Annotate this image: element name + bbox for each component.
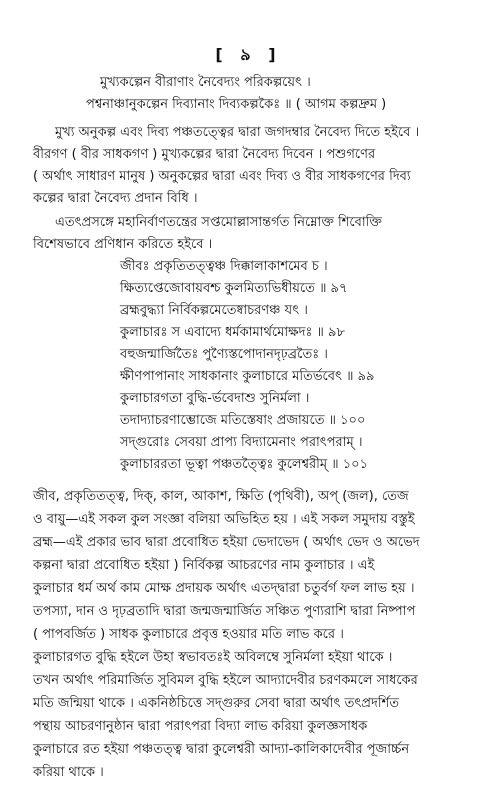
sanskrit-verse-line: কুলাচাররতা ভূত্বা পঞ্চতত্ত্বৈঃ কুলেশ্বরীম্ ॥ ১০১	[120, 457, 369, 472]
para3-line: কুলাচার ধর্ম অর্থ কাম মোক্ষ প্রদায়ক অর্থাৎ এতদ্দ্বারা চতুর্বর্গ ফল লাভ হয় ।	[33, 581, 415, 596]
para3-line: কুলাচারে রত হইয়া পঞ্চতত্ত্ব দ্বারা কুলেশ্বরী আদ্যা-কালিকাদেবীর পূজার্চ্চন	[33, 742, 410, 757]
para3-line: পন্থায় আচরণানুষ্ঠান দ্বারা পরাৎপরা বিদ্যা লাভ করিয়া কুলজ্ঞসাধক	[33, 719, 368, 734]
para3-line: কুলাচারগত বুদ্ধি হইলে উহা স্বভাবতঃই অবিলম্বে সুনির্মলা হইয়া থাকে ।	[33, 650, 393, 665]
para3-line: ও বায়ু—এই সকল কুল সংজ্ঞা বলিয়া অভিহিত হয় । এই সকল সমুদায় বস্তুই	[33, 512, 415, 527]
sanskrit-verse-line: কুলাচারগতা বুদ্ধি-র্ভবেদাশু সুনির্মলা ।	[120, 391, 310, 406]
para3-line: ( পাপবর্জিত ) সাধক কুলাচারে প্রবৃত্ত হওয়ার মতি লাভ করে ।	[33, 627, 344, 642]
para3-line: জীব, প্রকৃতিতত্ত্ব, দিক্, কাল, আকাশ, ক্ষিতি (পৃথিবী), অপ্ (জল), তেজ	[33, 489, 409, 504]
para2-line: বিশেষভাবে প্রণিধান করিতে হইবে ।	[33, 237, 213, 252]
sanskrit-verse-line: ক্ষিত্যপ্তেজোবায়বশ্চ কুলমিত্যভিধীয়তে ॥ ৯৭	[120, 281, 348, 296]
para1-line: কল্পের দ্বারা নৈবেদ্য প্রদান বিধি ।	[33, 191, 198, 206]
sanskrit-verse-line: কুলাচারঃ স এবাদ্যে ধর্মকামার্থমোক্ষদঃ ॥ ৯৮	[120, 325, 345, 340]
para3-line: তপস্যা, দান ও দৃঢ়ব্রতাদি দ্বারা জন্মজন্মার্জিত সঞ্চিত পুণ্যরাশি দ্বারা নিষ্পাপ	[33, 604, 416, 619]
para2-line: এতৎপ্রসঙ্গে মহানির্বাণতন্ত্রের সপ্তমোল্লাসান্তর্গত নিম্নোক্ত শিবোক্তি	[55, 215, 382, 230]
sanskrit-verse-line: ক্ষীণপাপানাং সাধকানাং কুলাচারে মতির্ভবেৎ ॥ ৯৯	[120, 369, 375, 384]
para3-line: তখন অর্থাৎ পরিমার্জিত সুবিমল বুদ্ধি হইলে আদ্যাদেবীর চরণকমলে সাধকের	[33, 673, 418, 688]
para1-line: বীরগণ ( বীর সাধকগণ ) মুখ্যকল্পের দ্বারা নৈবেদ্য দিবেন । পশুগণের	[33, 147, 376, 162]
page-number: [ ৯ ]	[215, 45, 282, 64]
para3-line: কল্পনা দ্বারা প্রবোধিত হইয়া ) নির্বিকল্প আচরণের নাম কুলাচার । এই	[33, 558, 375, 573]
para3-line: করিয়া থাকে ।	[33, 765, 104, 780]
sanskrit-verse-line: জীবঃ প্রকৃতিতত্ত্বঞ্চ দিক্কালাকাশমেব চ ।	[120, 259, 328, 274]
para3-line: মতি জন্মিয়া থাকে । একনিষ্ঠচিত্তে সদ্গুরুর সেবা দ্বারা অর্থাৎ তৎপ্রদর্শিত	[33, 696, 399, 711]
intro-verse-1: মুখ্যকল্পেন বীরাণাং নৈবেদ্যং পরিকল্পয়েৎ ।	[100, 75, 311, 90]
para1-line: মুখ্য অনুকল্প এবং দিব্য পঞ্চতত্ত্বের দ্বারা জগদম্বার নৈবেদ্য দিতে হইবে ।	[55, 125, 420, 140]
para1-line: ( অর্থাৎ সাধারণ মানুষ ) অনুকল্পের দ্বারা এবং দিব্য ও বীর সাধকগণের দিব্য	[33, 169, 411, 184]
sanskrit-verse-line: তদাদ্যাচরণাম্ভোজে মতিস্তেষাং প্রজায়তে ॥ ১০০	[120, 413, 366, 428]
intro-verse-2: পশ্বনাঞ্চানুকল্পেন দিব্যানাং দিব্যকল্পকৈঃ ॥ ( আগম কল্পদ্রুম )	[86, 97, 387, 112]
sanskrit-verse-line: ব্রহ্মবুদ্ধ্যা নির্বিকল্পমেতেষ্বাচরণঞ্চ যৎ ।	[120, 303, 308, 318]
para3-line: ব্রহ্ম—এই প্রকার ভাব দ্বারা প্রবোধিত হইয়া ভেদাভেদ ( অর্থাৎ ভেদ ও অভেদ	[33, 535, 420, 550]
sanskrit-verse-line: সদ্গুরোঃ সেবয়া প্রাপ্য বিদ্যামেনাং পরাৎপরাম্ ।	[120, 435, 363, 450]
sanskrit-verse-line: বহুজন্মার্জিতৈঃ পুণ্যৈস্তপোদানদৃঢ়ব্রতৈঃ ।	[120, 347, 328, 362]
